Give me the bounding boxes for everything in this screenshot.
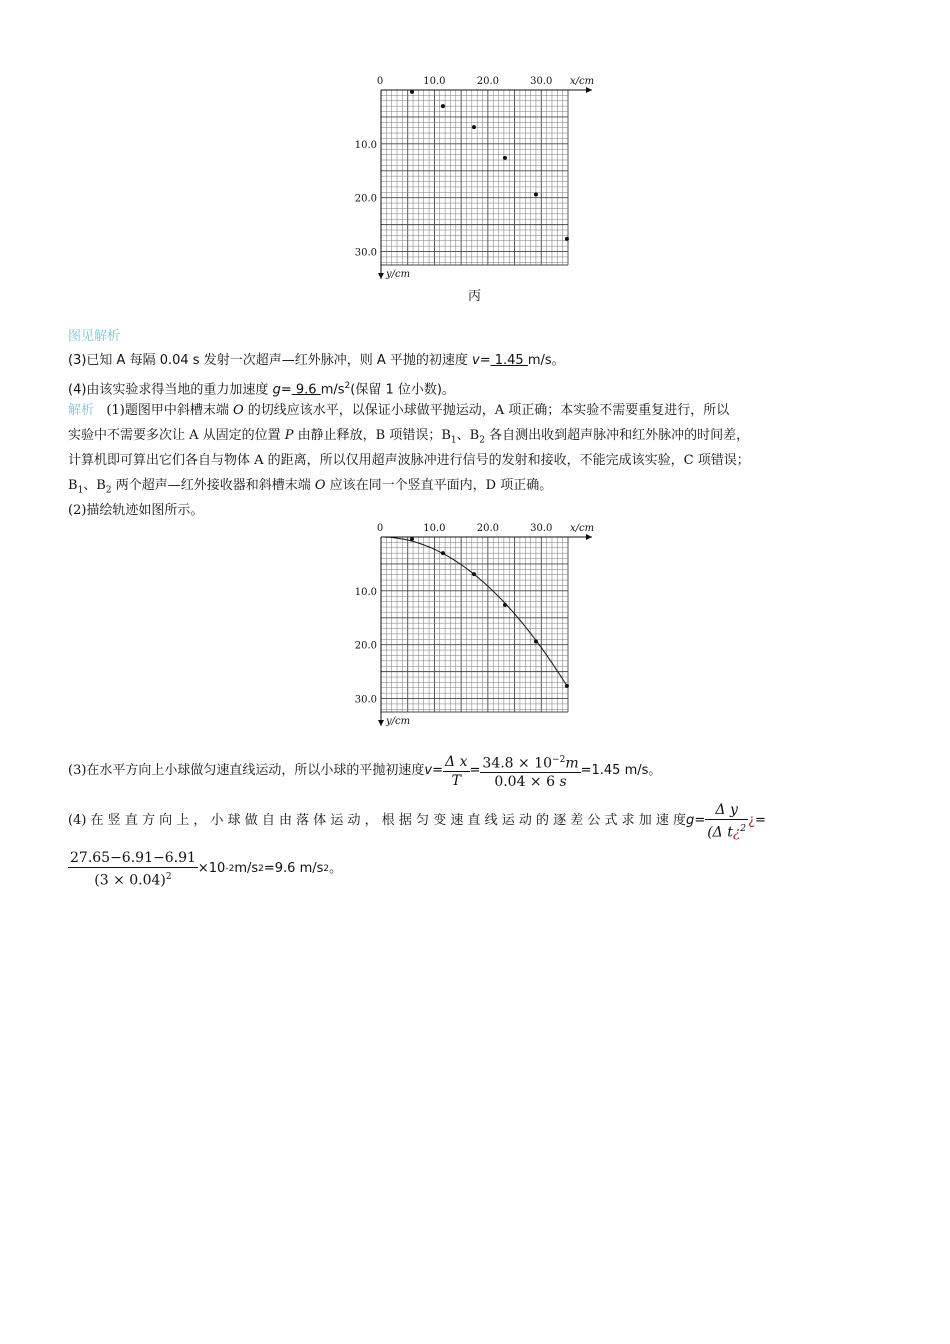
- bottom-chart-data-point: [441, 551, 445, 555]
- analysis-label: 解析: [68, 403, 95, 418]
- top-chart-y-tick-label: 20.0: [354, 193, 377, 205]
- bottom-chart-y-axis-arrow: [378, 720, 384, 726]
- top-chart-data-point: [534, 192, 538, 196]
- analysis-3: (3)在水平方向上小球做匀速直线运动，所以小球的平抛初速度 v = $\frac{\text{Δ x}}{T}$ = $\frac{34.8 \times 10^{-2}m}{0.04 \times 6 s}$ =1.45 m/s。: [68, 748, 661, 794]
- top-chart-y-tick-label: 10.0: [354, 139, 377, 151]
- bottom-chart-data-point: [472, 572, 476, 576]
- bottom-chart-y-tick-label: 20.0: [354, 640, 377, 652]
- bottom-chart-trajectory-curve: [381, 537, 567, 686]
- question-3: (3)已知 A 每隔 0.04 s 发射一次超声—红外脉冲，则 A 平抛的初速度 v= 1.45 m/s。: [68, 353, 565, 368]
- top-chart-y-tick-label: 30.0: [354, 247, 377, 259]
- analysis-2: (2)描绘轨迹如图所示。: [68, 503, 204, 518]
- bottom-chart-data-point: [534, 639, 538, 643]
- top-chart-data-point: [503, 156, 507, 160]
- q3-answer: 1.45: [490, 353, 528, 368]
- figure-top-caption: 丙: [468, 289, 482, 304]
- analysis-1-line-2: 实验中不需要多次让 A 从固定的位置 P 由静止释放，B 项错误；$B_1$、$B_2$ 各自测出收到超声脉冲和红外脉冲的时间差，: [68, 428, 750, 446]
- analysis-1-line-1: 解析 (1)题图甲中斜槽末端 O 的切线应该水平，以保证小球做平抛运动，A 项正确；本实验不需要重复进行，所以: [68, 403, 730, 418]
- q4-answer: 9.6: [291, 382, 321, 398]
- bottom-chart-data-point: [565, 684, 569, 688]
- question-4: (4)由该实验求得当地的重力加速度 g= 9.6 $m/s^2$(保留 1 位小数)。: [68, 381, 455, 398]
- analysis-1-line-3: 计算机即可算出它们各自与物体 A 的距离，所以仅用超声波脉冲进行信号的发射和接收，不能完成该实验，C 项错误；: [68, 453, 750, 468]
- top-chart-data-point: [565, 237, 569, 241]
- analysis-1-line-4: $B_1$、$B_2$ 两个超声—红外接收器和斜槽末端 O 应该在同一个竖直平面内，D 项正确。: [68, 478, 553, 496]
- top-chart-x-tick-label: 20.0: [476, 76, 499, 87]
- bottom-chart-x-axis-arrow: [586, 534, 592, 540]
- bottom-chart-data-point: [503, 603, 507, 607]
- fraction-acceleration: $\frac{27.65-6.91-6.91}{(3 \times 0.04)^2}$: [70, 849, 196, 889]
- bottom-chart-x-tick-label: 10.0: [423, 523, 446, 534]
- figure-grid-top: [350, 70, 610, 280]
- top-chart-x-tick-label: 10.0: [423, 76, 446, 87]
- bottom-chart-data-point: [410, 537, 414, 541]
- analysis-4-line-2: $\frac{27.65-6.91-6.91}{(3 \times 0.04)^2}$ ×10 -2 m/s 2 =9.6 m/s 2 。: [70, 849, 343, 889]
- top-chart-x-axis-label: x/cm: [569, 76, 595, 87]
- bottom-chart-y-tick-label: 10.0: [354, 586, 377, 598]
- top-chart-data-point: [410, 90, 414, 94]
- bottom-chart-x-tick-label: 30.0: [530, 523, 553, 534]
- fraction-dy-over-dt2: $\frac{\text{Δ y}}{(\Delta t¿^2}$: [707, 801, 747, 841]
- chart-bottom-svg: [350, 517, 610, 727]
- top-chart-x-axis-arrow: [586, 87, 592, 93]
- bottom-chart-origin-label: 0: [376, 523, 384, 534]
- figure-grid-bottom: [350, 517, 610, 727]
- bottom-chart-x-axis-label: x/cm: [569, 523, 595, 534]
- top-chart-y-axis-label: y/cm: [386, 269, 411, 280]
- analysis-4-line-1: (4) 在 竖 直 方 向 上 ， 小 球 做 自 由 落 体 运 动 ， 根 据 匀 变 速 直 线 运 动 的 逐 差 公 式 求 加 速 度 g = $\frac{\text{Δ y}}{(\Delta t¿^2}$ ¿ =: [68, 801, 766, 841]
- top-chart-data-point: [441, 104, 445, 108]
- top-chart-x-tick-label: 30.0: [530, 76, 553, 87]
- fraction-velocity: $\frac{34.8 \times 10^{-2}m}{0.04 \times 6 s}$: [480, 751, 580, 792]
- chart-top-svg: [350, 70, 610, 280]
- bottom-chart-y-axis-label: y/cm: [386, 716, 411, 727]
- see-analysis-label: 图见解析: [68, 329, 121, 344]
- top-chart-origin-label: 0: [376, 76, 384, 87]
- bottom-chart-y-tick-label: 30.0: [354, 694, 377, 706]
- top-chart-data-point: [472, 125, 476, 129]
- bottom-chart-x-tick-label: 20.0: [476, 523, 499, 534]
- top-chart-y-axis-arrow: [378, 273, 384, 279]
- fraction-dx-over-T: $\frac{\text{Δ x}}{T}$: [445, 753, 468, 789]
